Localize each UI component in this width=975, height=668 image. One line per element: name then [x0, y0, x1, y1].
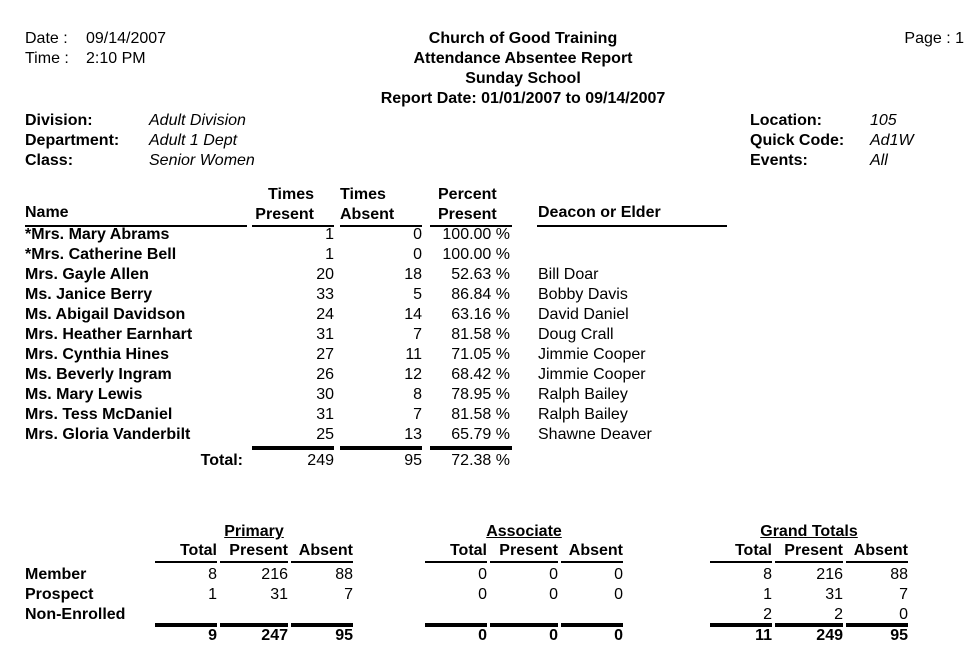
summary-row-label: Prospect — [25, 586, 94, 603]
summary-header-underline — [710, 561, 772, 563]
summary-header-underline — [291, 561, 353, 563]
summary-group-title: Associate — [486, 523, 562, 540]
member-name: Mrs. Cynthia Hines — [25, 346, 170, 363]
times-present: 30 — [316, 386, 334, 403]
summary-cell: 0 — [549, 586, 558, 603]
percent-present: 52.63 % — [451, 266, 510, 283]
member-name: Mrs. Heather Earnhart — [25, 326, 193, 343]
class-label: Class: — [25, 152, 74, 169]
col-header-times-present-line2: Present — [255, 206, 314, 223]
member-name: *Mrs. Catherine Bell — [25, 246, 177, 263]
deacon-or-elder: Bobby Davis — [538, 286, 628, 303]
col-header-percent-line2: Present — [438, 206, 497, 223]
percent-present: 81.58 % — [451, 406, 510, 423]
times-absent: 0 — [413, 226, 422, 243]
percent-present: 63.16 % — [451, 306, 510, 323]
division-label: Division: — [25, 112, 93, 129]
deacon-or-elder: Doug Crall — [538, 326, 614, 343]
summary-cell: 0 — [614, 566, 623, 583]
location-label: Location: — [750, 112, 822, 129]
summary-cell: 2 — [763, 606, 772, 623]
summary-total-value: 249 — [816, 627, 843, 644]
summary-cell: 0 — [478, 586, 487, 603]
member-name: Mrs. Gloria Vanderbilt — [25, 426, 191, 443]
member-name: Ms. Abigail Davidson — [25, 306, 186, 323]
summary-col-header: Total — [734, 542, 772, 559]
summary-cell: 8 — [208, 566, 217, 583]
times-absent: 5 — [413, 286, 422, 303]
times-absent: 0 — [413, 246, 422, 263]
col-header-name: Name — [25, 204, 69, 221]
times-present: 27 — [316, 346, 334, 363]
summary-header-underline — [220, 561, 288, 563]
times-present: 1 — [325, 246, 334, 263]
percent-present: 65.79 % — [451, 426, 510, 443]
col-header-times-absent-line2: Absent — [340, 206, 395, 223]
summary-cell: 7 — [344, 586, 353, 603]
time-label: Time : — [25, 50, 69, 67]
summary-group-title: Grand Totals — [760, 523, 858, 540]
summary-group-title: Primary — [224, 523, 284, 540]
summary-cell: 0 — [478, 566, 487, 583]
col-header-times-present-line1: Times — [268, 186, 314, 203]
total-rule-absent — [340, 446, 422, 450]
total-rule-percent — [430, 446, 512, 450]
summary-header-underline — [775, 561, 843, 563]
summary-total-value: 11 — [755, 627, 772, 644]
org-name: Church of Good Training — [428, 30, 618, 47]
percent-present: 71.05 % — [451, 346, 510, 363]
member-name: Ms. Janice Berry — [25, 286, 153, 303]
summary-cell: 0 — [899, 606, 908, 623]
events-value: All — [870, 152, 888, 169]
date-value: 09/14/2007 — [86, 30, 167, 47]
col-header-deacon: Deacon or Elder — [538, 204, 661, 221]
total-present: 249 — [307, 452, 334, 469]
total-label: Total: — [200, 452, 243, 469]
member-name: Ms. Mary Lewis — [25, 386, 143, 403]
summary-col-header: Present — [499, 542, 558, 559]
deacon-or-elder: Shawne Deaver — [538, 426, 652, 443]
times-present: 31 — [316, 326, 334, 343]
times-absent: 11 — [405, 346, 422, 363]
summary-header-underline — [846, 561, 908, 563]
percent-present: 81.58 % — [451, 326, 510, 343]
summary-total-value: 95 — [335, 627, 353, 644]
summary-row-label: Non-Enrolled — [25, 606, 126, 623]
summary-cell: 216 — [261, 566, 288, 583]
percent-present: 100.00 % — [442, 246, 510, 263]
summary-row-label: Member — [25, 566, 87, 583]
total-rule-present — [252, 446, 334, 450]
times-present: 1 — [325, 226, 334, 243]
deacon-or-elder: Bill Doar — [538, 266, 599, 283]
summary-cell: 88 — [335, 566, 353, 583]
col-header-times-absent-line1: Times — [340, 186, 386, 203]
member-name: Mrs. Tess McDaniel — [25, 406, 173, 423]
percent-present: 86.84 % — [451, 286, 510, 303]
times-absent: 14 — [404, 306, 422, 323]
summary-col-header: Total — [179, 542, 217, 559]
report-title: Attendance Absentee Report — [413, 50, 633, 67]
department-value: Adult 1 Dept — [149, 132, 238, 149]
percent-present: 78.95 % — [451, 386, 510, 403]
total-percent: 72.38 % — [451, 452, 510, 469]
times-absent: 7 — [413, 406, 422, 423]
page-number: Page : 1 — [904, 30, 964, 47]
member-name: Ms. Beverly Ingram — [25, 366, 172, 383]
summary-total-value: 95 — [890, 627, 908, 644]
percent-present: 100.00 % — [442, 226, 510, 243]
times-present: 33 — [316, 286, 334, 303]
division-value: Adult Division — [149, 112, 246, 129]
summary-header-underline — [425, 561, 487, 563]
summary-total-value: 0 — [614, 627, 623, 644]
times-present: 26 — [316, 366, 334, 383]
summary-cell: 2 — [834, 606, 843, 623]
summary-header-underline — [490, 561, 558, 563]
times-absent: 12 — [404, 366, 422, 383]
times-present: 24 — [316, 306, 334, 323]
deacon-or-elder: Jimmie Cooper — [538, 346, 646, 363]
summary-total-value: 9 — [208, 627, 217, 644]
events-label: Events: — [750, 152, 808, 169]
report-subtitle: Sunday School — [465, 70, 581, 87]
summary-total-value: 247 — [261, 627, 288, 644]
summary-header-underline — [561, 561, 623, 563]
summary-cell: 0 — [614, 586, 623, 603]
times-present: 31 — [316, 406, 334, 423]
times-absent: 18 — [404, 266, 422, 283]
header-underline-deacon — [537, 225, 727, 227]
quick-code-value: Ad1W — [870, 132, 914, 149]
summary-cell: 7 — [899, 586, 908, 603]
summary-cell: 1 — [763, 586, 772, 603]
times-present: 25 — [316, 426, 334, 443]
summary-cell: 8 — [763, 566, 772, 583]
summary-total-value: 0 — [478, 627, 487, 644]
summary-total-value: 0 — [549, 627, 558, 644]
col-header-percent-line1: Percent — [438, 186, 497, 203]
summary-col-header: Absent — [853, 542, 908, 559]
member-name: Mrs. Gayle Allen — [25, 266, 149, 283]
summary-cell: 216 — [816, 566, 843, 583]
times-absent: 13 — [404, 426, 422, 443]
percent-present: 68.42 % — [451, 366, 510, 383]
deacon-or-elder: Jimmie Cooper — [538, 366, 646, 383]
deacon-or-elder: Ralph Bailey — [538, 386, 628, 403]
date-label: Date : — [25, 30, 68, 47]
summary-cell: 31 — [270, 586, 288, 603]
summary-col-header: Total — [449, 542, 487, 559]
times-absent: 8 — [413, 386, 422, 403]
report-date-range: Report Date: 01/01/2007 to 09/14/2007 — [380, 90, 666, 107]
summary-cell: 88 — [890, 566, 908, 583]
summary-cell: 31 — [825, 586, 843, 603]
summary-col-header: Absent — [298, 542, 353, 559]
deacon-or-elder: Ralph Bailey — [538, 406, 628, 423]
class-value: Senior Women — [149, 152, 255, 169]
location-value: 105 — [870, 112, 897, 129]
summary-col-header: Absent — [568, 542, 623, 559]
time-value: 2:10 PM — [86, 50, 146, 67]
times-absent: 7 — [413, 326, 422, 343]
department-label: Department: — [25, 132, 120, 149]
quick-code-label: Quick Code: — [750, 132, 845, 149]
times-present: 20 — [316, 266, 334, 283]
summary-cell: 0 — [549, 566, 558, 583]
member-name: *Mrs. Mary Abrams — [25, 226, 170, 243]
summary-header-underline — [155, 561, 217, 563]
deacon-or-elder: David Daniel — [538, 306, 629, 323]
total-absent: 95 — [404, 452, 422, 469]
summary-col-header: Present — [229, 542, 288, 559]
summary-col-header: Present — [784, 542, 843, 559]
summary-cell: 1 — [208, 586, 217, 603]
